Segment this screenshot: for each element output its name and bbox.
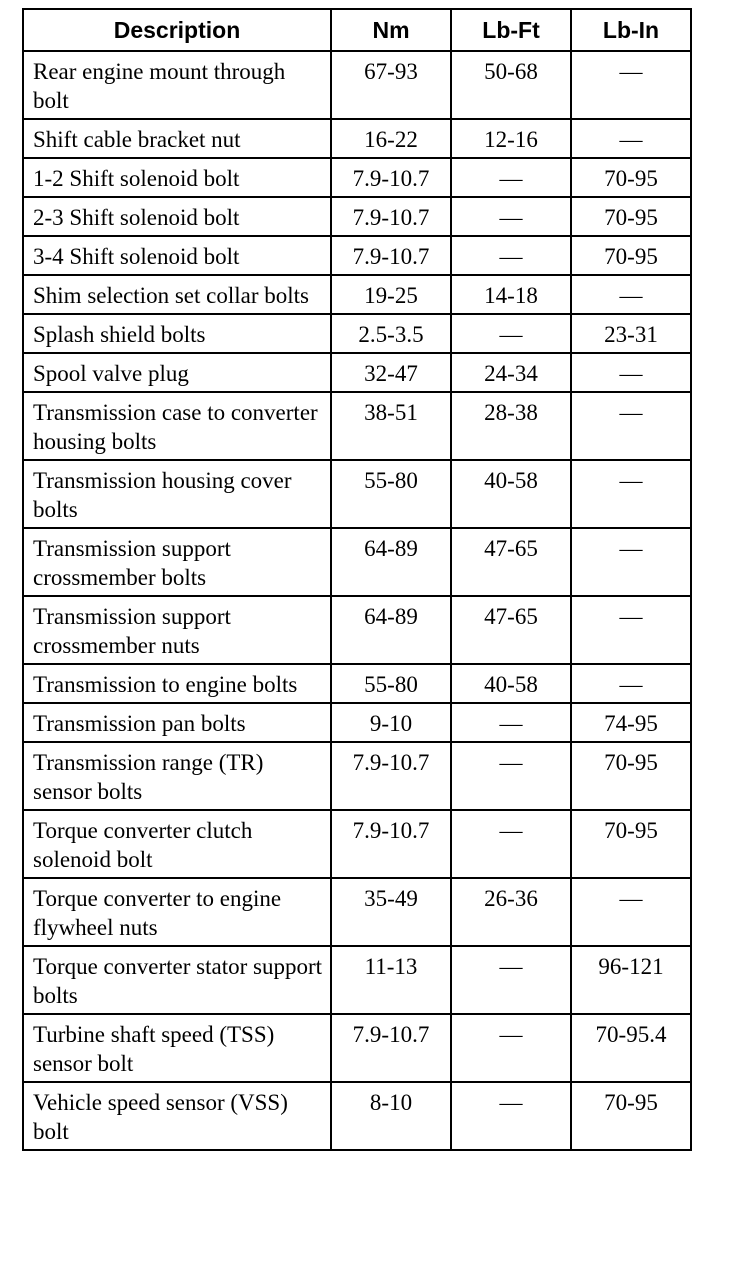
table-row: [23, 392, 691, 460]
cell-description: Turbine shaft speed (TSS) sensor bolt: [23, 1014, 331, 1082]
cell-nm: 19-25: [331, 275, 451, 314]
cell-nm: 7.9-10.7: [331, 810, 451, 878]
table-row: [23, 810, 691, 878]
cell-lb-in: —: [571, 460, 691, 528]
cell-nm: 64-89: [331, 528, 451, 596]
header-nm: Nm: [331, 9, 451, 51]
table-row: [23, 236, 691, 275]
cell-lb-in: 70-95: [571, 742, 691, 810]
cell-lb-in: —: [571, 51, 691, 119]
cell-description: Torque converter stator support bolts: [23, 946, 331, 1014]
cell-lb-ft: 26-36: [451, 878, 571, 946]
cell-lb-ft: —: [451, 946, 571, 1014]
table-row: [23, 742, 691, 810]
cell-lb-in: 96-121: [571, 946, 691, 1014]
cell-description: Transmission pan bolts: [23, 703, 331, 742]
table-row: [23, 119, 691, 158]
cell-lb-in: 74-95: [571, 703, 691, 742]
cell-lb-ft: —: [451, 703, 571, 742]
table-row: [23, 197, 691, 236]
cell-description: Transmission range (TR) sensor bolts: [23, 742, 331, 810]
cell-lb-in: 70-95: [571, 197, 691, 236]
cell-description: Transmission support crossmember nuts: [23, 596, 331, 664]
header-lb-in: Lb-In: [571, 9, 691, 51]
table-row: [23, 51, 691, 119]
cell-lb-in: —: [571, 878, 691, 946]
cell-lb-ft: 47-65: [451, 528, 571, 596]
cell-lb-in: —: [571, 596, 691, 664]
cell-description: Transmission support crossmember bolts: [23, 528, 331, 596]
cell-lb-in: 70-95.4: [571, 1014, 691, 1082]
cell-lb-in: —: [571, 275, 691, 314]
cell-lb-ft: 50-68: [451, 51, 571, 119]
cell-lb-in: 70-95: [571, 810, 691, 878]
cell-description: Spool valve plug: [23, 353, 331, 392]
table-row: [23, 596, 691, 664]
cell-lb-ft: 24-34: [451, 353, 571, 392]
cell-description: Shift cable bracket nut: [23, 119, 331, 158]
table-row: [23, 946, 691, 1014]
table-row: [23, 1014, 691, 1082]
cell-lb-ft: —: [451, 314, 571, 353]
cell-lb-in: —: [571, 119, 691, 158]
cell-description: Torque converter to engine flywheel nuts: [23, 878, 331, 946]
table-row: [23, 703, 691, 742]
cell-lb-ft: 28-38: [451, 392, 571, 460]
table-row: [23, 664, 691, 703]
cell-lb-ft: 47-65: [451, 596, 571, 664]
cell-nm: 38-51: [331, 392, 451, 460]
cell-nm: 7.9-10.7: [331, 236, 451, 275]
cell-nm: 2.5-3.5: [331, 314, 451, 353]
cell-lb-in: —: [571, 664, 691, 703]
cell-lb-in: —: [571, 353, 691, 392]
table-row: [23, 158, 691, 197]
cell-description: 2-3 Shift solenoid bolt: [23, 197, 331, 236]
cell-lb-ft: —: [451, 236, 571, 275]
cell-nm: 7.9-10.7: [331, 742, 451, 810]
cell-lb-ft: 12-16: [451, 119, 571, 158]
cell-description: Rear engine mount through bolt: [23, 51, 331, 119]
cell-lb-in: 23-31: [571, 314, 691, 353]
cell-description: Shim selection set collar bolts: [23, 275, 331, 314]
cell-nm: 7.9-10.7: [331, 158, 451, 197]
cell-nm: 55-80: [331, 460, 451, 528]
cell-description: Splash shield bolts: [23, 314, 331, 353]
cell-lb-in: 70-95: [571, 1082, 691, 1150]
cell-nm: 35-49: [331, 878, 451, 946]
cell-nm: 55-80: [331, 664, 451, 703]
cell-description: Vehicle speed sensor (VSS) bolt: [23, 1082, 331, 1150]
cell-nm: 67-93: [331, 51, 451, 119]
cell-description: Transmission case to converter housing bolts: [23, 392, 331, 460]
cell-lb-ft: 14-18: [451, 275, 571, 314]
cell-nm: 64-89: [331, 596, 451, 664]
cell-nm: 11-13: [331, 946, 451, 1014]
cell-lb-ft: —: [451, 742, 571, 810]
table-row: [23, 353, 691, 392]
cell-nm: 7.9-10.7: [331, 1014, 451, 1082]
cell-description: Transmission to engine bolts: [23, 664, 331, 703]
header-description: Description: [23, 9, 331, 51]
cell-nm: 9-10: [331, 703, 451, 742]
cell-description: Transmission housing cover bolts: [23, 460, 331, 528]
cell-nm: 32-47: [331, 353, 451, 392]
cell-lb-in: 70-95: [571, 236, 691, 275]
cell-lb-ft: —: [451, 197, 571, 236]
table-row: [23, 275, 691, 314]
cell-description: Torque converter clutch solenoid bolt: [23, 810, 331, 878]
table-row: [23, 878, 691, 946]
table-row: [23, 314, 691, 353]
cell-lb-in: 70-95: [571, 158, 691, 197]
cell-lb-in: —: [571, 528, 691, 596]
cell-lb-ft: —: [451, 158, 571, 197]
cell-lb-ft: 40-58: [451, 460, 571, 528]
cell-nm: 16-22: [331, 119, 451, 158]
cell-nm: 8-10: [331, 1082, 451, 1150]
cell-lb-ft: —: [451, 1082, 571, 1150]
header-row: [23, 9, 691, 51]
cell-lb-ft: —: [451, 810, 571, 878]
header-lb-ft: Lb-Ft: [451, 9, 571, 51]
torque-spec-table: [22, 8, 692, 1151]
table-row: [23, 460, 691, 528]
cell-lb-in: —: [571, 392, 691, 460]
cell-nm: 7.9-10.7: [331, 197, 451, 236]
table-row: [23, 1082, 691, 1150]
cell-lb-ft: 40-58: [451, 664, 571, 703]
cell-lb-ft: —: [451, 1014, 571, 1082]
cell-description: 3-4 Shift solenoid bolt: [23, 236, 331, 275]
cell-description: 1-2 Shift solenoid bolt: [23, 158, 331, 197]
table-row: [23, 528, 691, 596]
